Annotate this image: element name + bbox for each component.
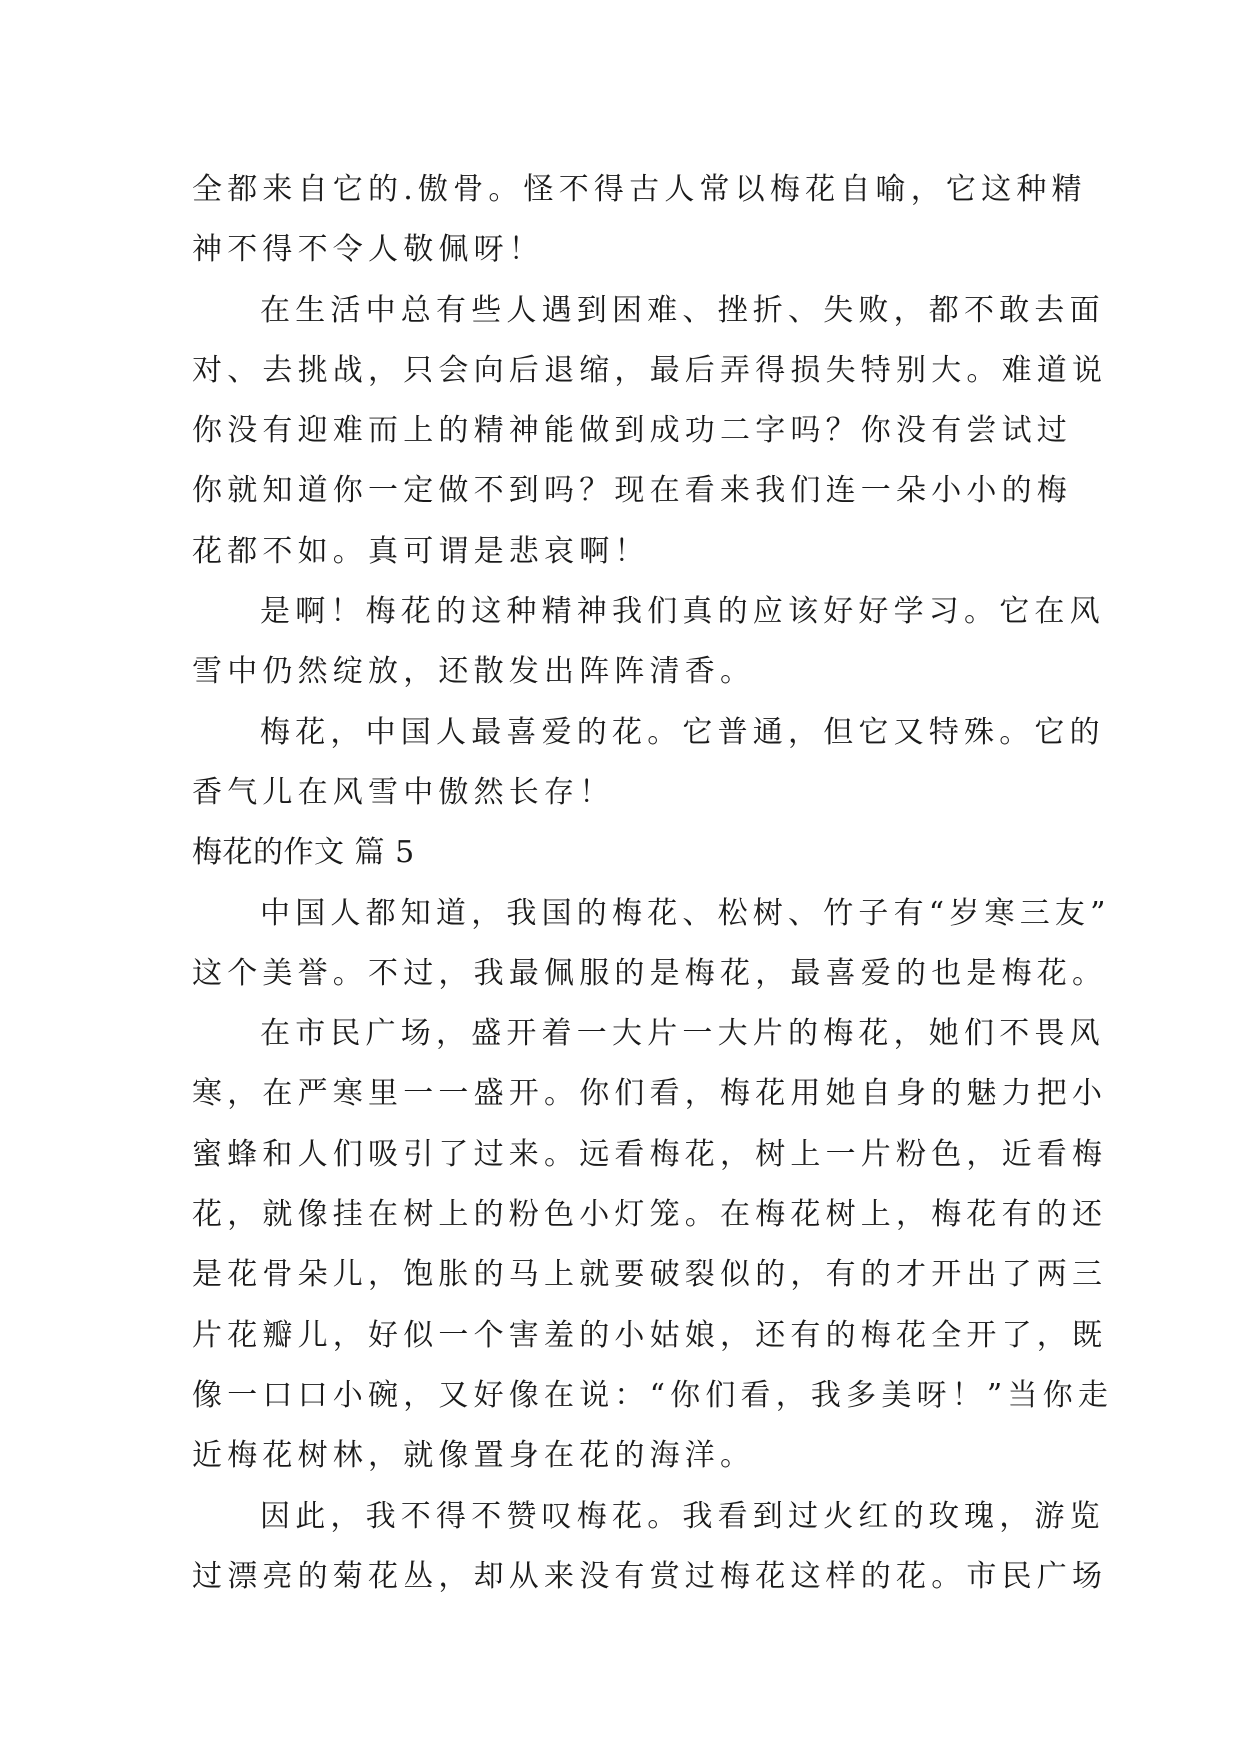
text-line: 像一口口小碗，又好像在说：“你们看，我多美呀！”当你走 (192, 1377, 1114, 1413)
text-line: 近梅花树林，就像置身在花的海洋。 (192, 1438, 756, 1474)
text-line: 过漂亮的菊花丛，却从来没有赏过梅花这样的花。市民广场 (192, 1558, 1108, 1594)
text-line: 全都来自它的.傲骨。怪不得古人常以梅花自喻，它这种精 (192, 172, 1087, 207)
text-line: 对、去挑战，只会向后退缩，最后弄得损失特别大。难道说 (192, 352, 1108, 388)
paragraph-start-line: 梅花，中国人最喜爱的花。它普通，但它又特殊。它的 (260, 714, 1105, 750)
text-line: 寒，在严寒里一一盛开。你们看，梅花用她自身的魅力把小 (192, 1076, 1108, 1112)
text-line: 香气儿在风雪中傲然长存！ (192, 774, 615, 810)
paragraph-start-line: 因此，我不得不赞叹梅花。我看到过火红的玫瑰，游览 (260, 1498, 1105, 1534)
section-heading: 梅花的作文 篇 5 (192, 835, 415, 871)
document-page (192, 160, 1114, 1607)
text-line: 蜜蜂和人们吸引了过来。远看梅花，树上一片粉色，近看梅 (192, 1136, 1108, 1172)
text-line: 这个美誉。不过，我最佩服的是梅花，最喜爱的也是梅花。 (192, 955, 1108, 991)
text-line: 花都不如。真可谓是悲哀啊！ (192, 533, 650, 569)
paragraph-start-line: 中国人都知道，我国的梅花、松树、竹子有“岁寒三友” (260, 895, 1111, 931)
text-line: 是花骨朵儿，饱胀的马上就要破裂似的，有的才开出了两三 (192, 1257, 1108, 1293)
text-line: 片花瓣儿，好似一个害羞的小姑娘，还有的梅花全开了，既 (192, 1317, 1108, 1353)
text-line: 你就知道你一定做不到吗？现在看来我们连一朵小小的梅 (192, 473, 1072, 509)
text-line: 雪中仍然绽放，还散发出阵阵清香。 (192, 654, 756, 690)
paragraph-start-line: 在市民广场，盛开着一大片一大片的梅花，她们不畏风 (260, 1016, 1105, 1052)
text-line: 神不得不令人敬佩呀！ (192, 232, 544, 268)
text-line: 花，就像挂在树上的粉色小灯笼。在梅花树上，梅花有的还 (192, 1197, 1108, 1233)
paragraph-start-line: 是啊！梅花的这种精神我们真的应该好好学习。它在风 (260, 594, 1105, 630)
text-line: 你没有迎难而上的精神能做到成功二字吗？你没有尝试过 (192, 413, 1072, 449)
paragraph-start-line: 在生活中总有些人遇到困难、挫折、失败，都不敢去面 (260, 292, 1105, 328)
